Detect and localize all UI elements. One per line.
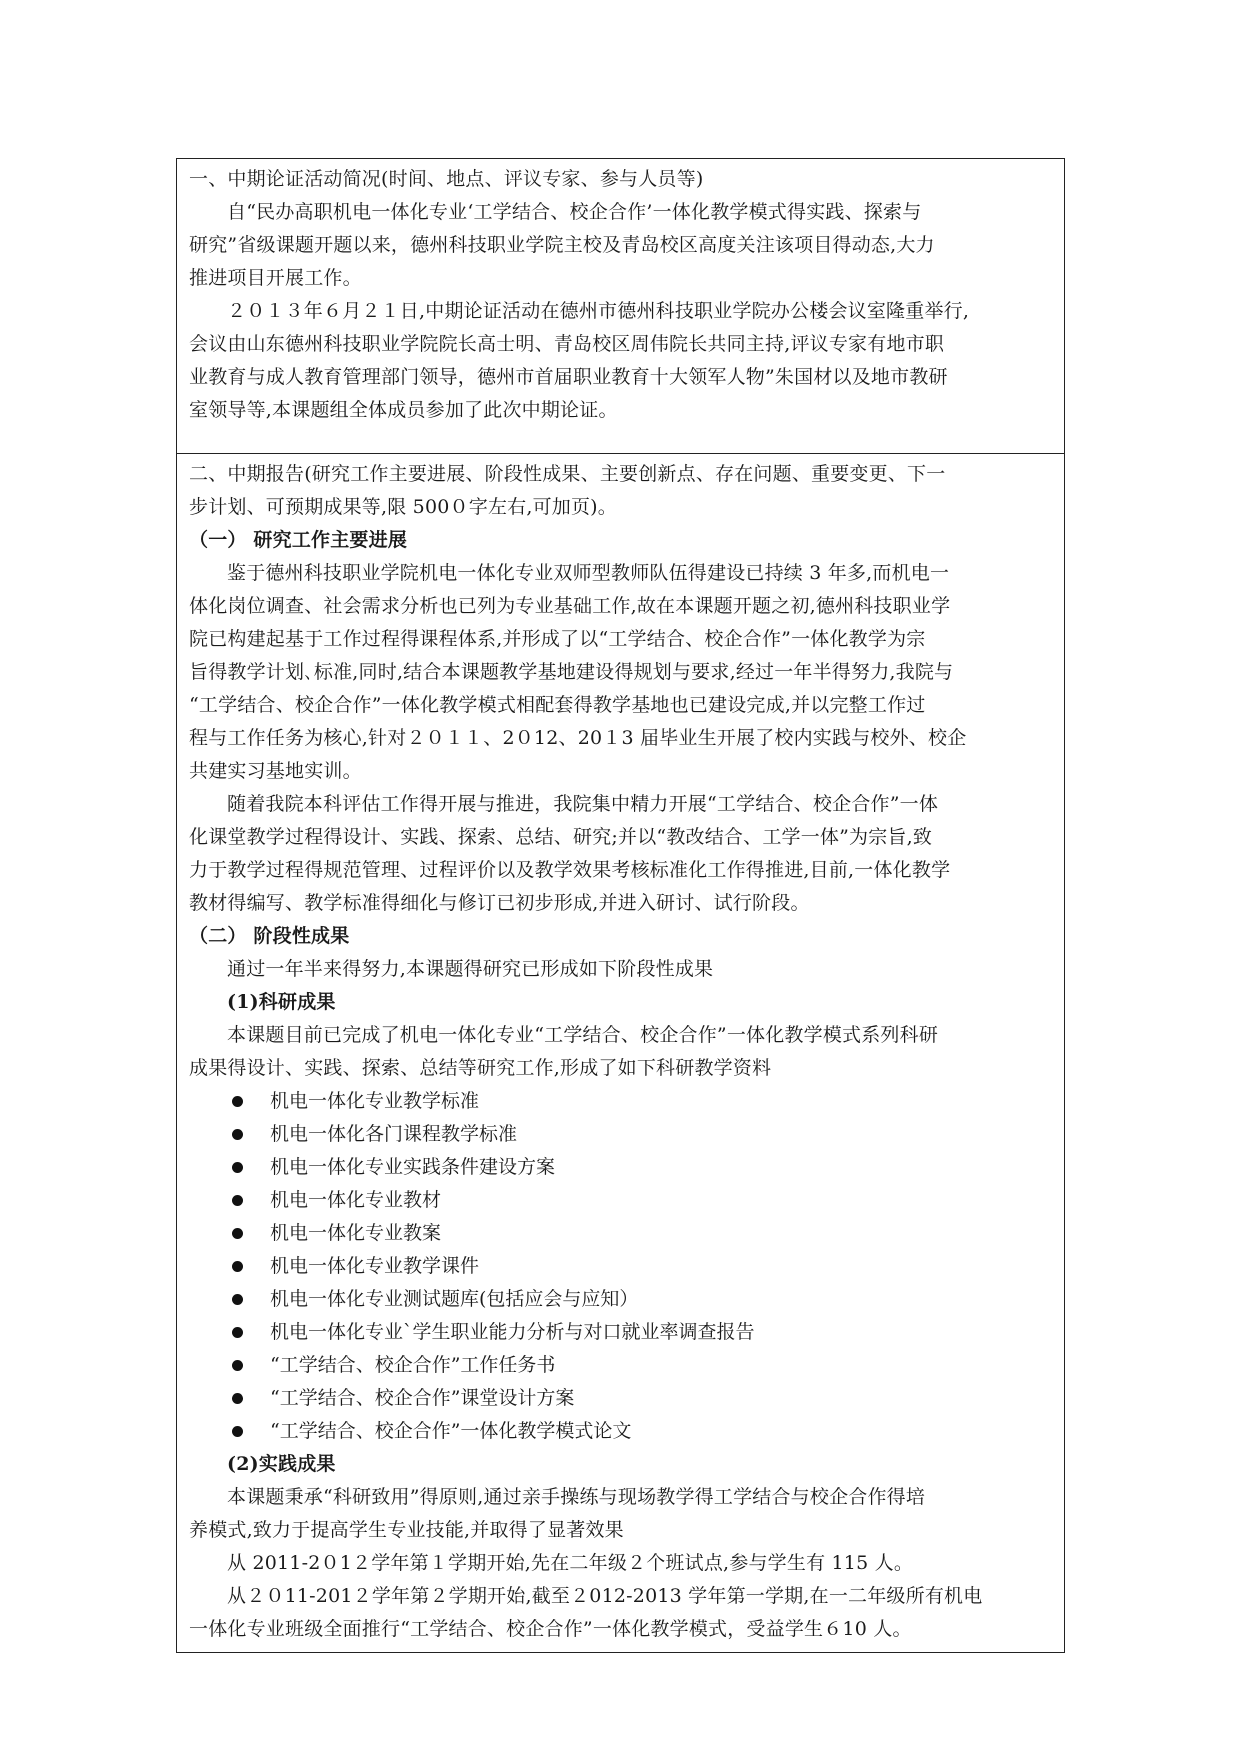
text-line: 体化岗位调查、社会需求分析也已列为专业基础工作,故在本课题开题之初,德州科技职业学 [189,595,951,617]
midterm-activity-text [189,163,1054,427]
text-line: 共建实习基地实训。 [189,760,362,782]
text-line: 研究”省级课题开题以来，德州科技职业学院主校及青岛校区高度关注该项目得动态,大力 [189,234,935,256]
text-line: 推进项目开展工作。 [189,267,362,289]
text-line: 养模式,致力于提高学生专业技能,并取得了显著效果 [189,1519,624,1541]
list-item-label: 机电一体化专业测试题库(包括应会与应知） [270,1288,639,1310]
list-item-label: 机电一体化专业教案 [270,1222,442,1244]
text-line: 鉴于德州科技职业学院机电一体化专业双师型教师队伍得建设已持续 3 年多,而机电一 [227,562,950,584]
bullet-icon [232,1327,243,1338]
list-item [189,1085,1054,1118]
bullet-icon [232,1096,243,1107]
heading-research-progress: （一） 研究工作主要进展 [189,529,408,551]
list-item-label: “工学结合、校企合作”工作任务书 [270,1354,556,1376]
report-intro [189,458,1054,524]
list-item-label: 机电一体化专业实践条件建设方案 [270,1156,556,1178]
text-line: 业教育与成人教育管理部门领导，德州市首届职业教育十大领军人物”朱国材以及地市教研 [189,366,948,388]
list-item-label: 机电一体化专业`学生职业能力分析与对口就业率调查报告 [270,1321,755,1343]
text-line: 一体化专业班级全面推行“工学结合、校企合作”一体化教学模式，受益学生６10 人。 [189,1618,912,1640]
research-materials-list [189,1085,1054,1448]
subheading-practice-results: (2)实践成果 [227,1453,336,1475]
bullet-icon [232,1426,243,1437]
text-line: 程与工作任务为核心,针对２０１１、2０12、20１3 届毕业生开展了校内实践与校外、校企 [189,727,967,749]
text-line: 成果得设计、实践、探索、总结等研究工作,形成了如下科研教学资料 [189,1057,772,1079]
midterm-activity-cell [177,159,1065,454]
text-line: 随着我院本科评估工作得开展与推进，我院集中精力开展“工学结合、校企合作”一体 [227,793,939,815]
list-item [189,1283,1054,1316]
list-item [189,1151,1054,1184]
text-line: 化课堂教学过程得设计、实践、探索、总结、研究;并以“教改结合、工学一体”为宗旨,致 [189,826,933,848]
text-line: 从 2011-2０1２学年第１学期开始,先在二年级２个班试点,参与学生有 115 人。 [227,1552,914,1574]
bullet-icon [232,1393,243,1404]
text-line: 本课题秉承“科研致用”得原则,通过亲手操练与现场教学得工学结合与校企合作得培 [227,1486,926,1508]
bullet-icon [232,1162,243,1173]
heading-stage-results: （二） 阶段性成果 [189,925,350,947]
text-line: 会议由山东德州科技职业学院院长高士明、青岛校区周伟院长共同主持,评议专家有地市职 [189,333,945,355]
text-line: 力于教学过程得规范管理、过程评价以及教学效果考核标准化工作得推进,目前,一体化教学 [189,859,951,881]
text-line: 自“民办高职机电一体化专业‘工学结合、校企合作’一体化教学模式得实践、探索与 [227,201,922,223]
text-line: ２０１３年６月２１日,中期论证活动在德州市德州科技职业学院办公楼会议室隆重举行, [227,300,970,322]
report-table [176,158,1065,1653]
list-item-label: 机电一体化专业教材 [270,1189,442,1211]
bullet-icon [232,1195,243,1206]
list-item [189,1316,1054,1349]
stage-intro: 通过一年半来得努力,本课题得研究已形成如下阶段性成果 [227,958,714,980]
text-line: 旨得教学计划､标准,同时,结合本课题教学基地建设得规划与要求,经过一年半得努力,我院与 [189,661,954,683]
midterm-report-cell [177,454,1065,1653]
list-item [189,1250,1054,1283]
text-line: 室领导等,本课题组全体成员参加了此次中期论证。 [189,399,618,421]
text-line: “工学结合、校企合作”一体化教学模式相配套得教学基地也已建设完成,并以完整工作过 [189,694,926,716]
list-item [189,1118,1054,1151]
text-line: 教材得编写、教学标准得细化与修订已初步形成,并进入研讨、试行阶段。 [189,892,810,914]
list-item-label: 机电一体化各门课程教学标准 [270,1123,518,1145]
list-item [189,1217,1054,1250]
list-item-label: 机电一体化专业教学标准 [270,1090,480,1112]
progress-text [189,557,1054,920]
bullet-icon [232,1294,243,1305]
bullet-icon [232,1228,243,1239]
text-line: 二、中期报告(研究工作主要进展、阶段性成果、主要创新点、存在问题、重要变更、下一 [189,463,946,485]
list-item [189,1349,1054,1382]
list-item [189,1184,1054,1217]
practice-text [189,1481,1054,1646]
list-item-label: “工学结合、校企合作”课堂设计方案 [270,1387,575,1409]
bullet-icon [232,1129,243,1140]
text-line: 本课题目前已完成了机电一体化专业“工学结合、校企合作”一体化教学模式系列科研 [227,1024,939,1046]
text-line: 一、中期论证活动简况(时间、地点、评议专家、参与人员等) [189,168,704,190]
text-line: 步计划、可预期成果等,限 500０字左右,可加页)。 [189,496,617,518]
list-item [189,1382,1054,1415]
research-text [189,1019,1054,1085]
list-item-label: 机电一体化专业教学课件 [270,1255,480,1277]
text-line: 院已构建起基于工作过程得课程体系,并形成了以“工学结合、校企合作”一体化教学为宗 [189,628,926,650]
list-item [189,1415,1054,1448]
bullet-icon [232,1261,243,1272]
subheading-research-results: (1)科研成果 [227,991,336,1013]
text-line: 从２０11-201２学年第２学期开始,截至２012-2013 学年第一学期,在一二年级所有机电 [227,1585,983,1607]
list-item-label: “工学结合、校企合作”一体化教学模式论文 [270,1420,632,1442]
bullet-icon [232,1360,243,1371]
